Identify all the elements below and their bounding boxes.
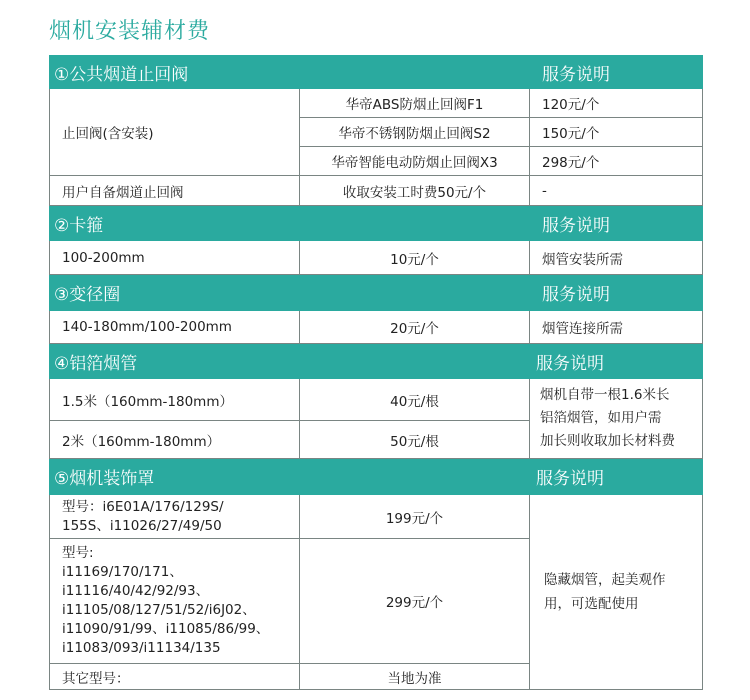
row-label: 用户自备烟道止回阀 [50, 176, 300, 206]
price-cell: 298元/个 [530, 147, 703, 176]
section-title: ④铝箔烟管 [50, 344, 530, 379]
product-name: 华帝ABS防烟止回阀F1 [300, 89, 530, 118]
spec-cell: 100-200mm [50, 241, 300, 275]
fee-desc: 收取安装工时费50元/个 [300, 176, 530, 206]
section-header-valve [50, 56, 703, 89]
model-line: i11169/170/171、 [62, 564, 183, 580]
note-cell [530, 495, 703, 690]
price-cell: 20元/个 [300, 311, 530, 344]
note-line: 加长则收取加长材料费 [540, 433, 675, 449]
note-cell: 烟管连接所需 [530, 311, 703, 344]
note-line: 用，可选配使用 [544, 596, 639, 612]
note-line: 隐藏烟管，起美观作 [544, 572, 666, 588]
model-line: 型号：i6E01A/176/129S/ [62, 498, 224, 515]
table-row [50, 495, 703, 539]
price-cell: 当地为准 [300, 664, 530, 690]
model-line: i11105/08/127/51/52/i6J02、 [62, 602, 256, 618]
note-cell [530, 379, 703, 459]
model-list [50, 495, 300, 539]
table-row [50, 176, 703, 206]
model-line: i11083/093/i11134/135 [62, 640, 221, 656]
spec-cell: 1.5米（160mm-180mm） [50, 379, 300, 421]
model-list [50, 539, 300, 664]
note-cell: 烟管安装所需 [530, 241, 703, 275]
model-line: 155S、i11026/27/49/50 [62, 517, 222, 534]
product-name: 华帝不锈钢防烟止回阀S2 [300, 118, 530, 147]
service-header: 服务说明 [530, 275, 703, 311]
note-line: 铝箔烟管，如用户需 [540, 410, 662, 426]
section-title: ①公共烟道止回阀 [50, 56, 530, 89]
section-header-reducer [50, 275, 703, 311]
table-row [50, 379, 703, 421]
table-row [50, 311, 703, 344]
section-title: ⑤烟机装饰罩 [50, 459, 530, 495]
table-row [50, 89, 703, 118]
note-cell: - [530, 176, 703, 206]
model-line: i11116/40/42/92/93、 [62, 583, 210, 599]
section-title: ②卡箍 [50, 206, 530, 241]
price-cell: 120元/个 [530, 89, 703, 118]
service-header: 服务说明 [530, 56, 703, 89]
price-cell: 50元/根 [300, 421, 530, 459]
fee-table [49, 55, 703, 690]
price-cell: 10元/个 [300, 241, 530, 275]
service-header: 服务说明 [530, 459, 703, 495]
model-line: i11090/91/99、i11085/86/99、 [62, 621, 270, 637]
product-name: 华帝智能电动防烟止回阀X3 [300, 147, 530, 176]
section-title: ③变径圈 [50, 275, 530, 311]
section-header-clamp [50, 206, 703, 241]
service-header: 服务说明 [530, 206, 703, 241]
spec-cell: 2米（160mm-180mm） [50, 421, 300, 459]
section-header-foil-pipe [50, 344, 703, 379]
model-line: 型号: [62, 545, 94, 561]
page-title: 烟机安装辅材费 [49, 19, 211, 44]
table-row [50, 241, 703, 275]
service-header: 服务说明 [530, 344, 703, 379]
row-label: 止回阀(含安装) [50, 89, 300, 176]
price-cell: 299元/个 [300, 539, 530, 664]
row-label: 其它型号： [50, 664, 300, 690]
price-cell: 40元/根 [300, 379, 530, 421]
spec-cell: 140-180mm/100-200mm [50, 311, 300, 344]
price-cell: 150元/个 [530, 118, 703, 147]
price-cell: 199元/个 [300, 495, 530, 539]
note-line: 烟机自带一根1.6米长 [540, 387, 670, 403]
section-header-cover [50, 459, 703, 495]
